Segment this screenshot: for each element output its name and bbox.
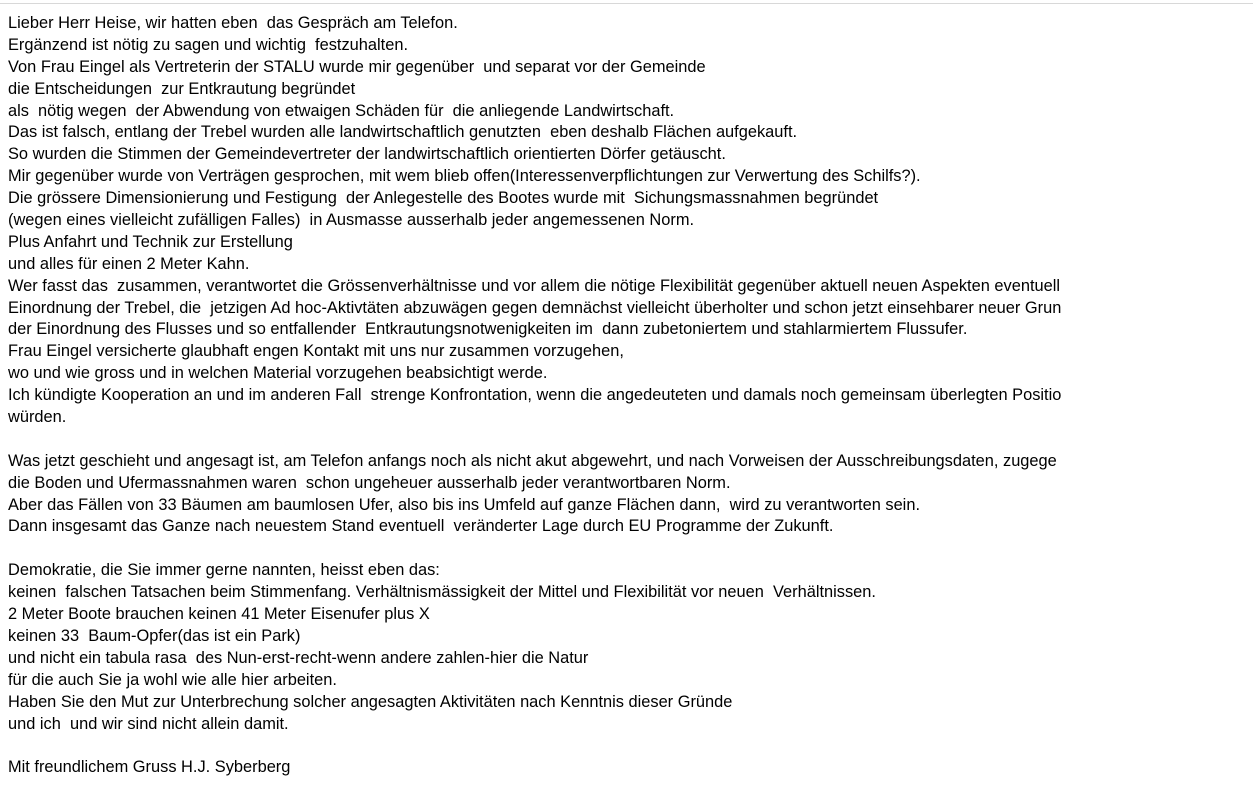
email-text-line: für die auch Sie ja wohl wie alle hier arbeiten.	[8, 670, 337, 689]
email-text-line: der Einordnung des Flusses und so entfallender Entkrautungsnotwenigkeiten im dann zubetoniertem und stahlarmiertem Flussufer.	[8, 320, 968, 339]
email-text-line: Mir gegenüber wurde von Verträgen gesprochen, mit wem blieb offen(Interessenverpflichtungen zur Verwertung des Schilfs?).	[8, 167, 921, 186]
email-text-line: Von Frau Eingel als Vertreterin der STALU wurde mir gegenüber und separat vor der Gemeinde	[8, 57, 706, 76]
email-text-line: und nicht ein tabula rasa des Nun-erst-recht-wenn andere zahlen-hier die Natur	[8, 648, 589, 667]
email-text-line: keinen falschen Tatsachen beim Stimmenfang. Verhältnismässigkeit der Mittel und Flexibilität vor neuen Verhältnissen.	[8, 583, 876, 602]
email-text-line: Aber das Fällen von 33 Bäumen am baumlosen Ufer, also bis ins Umfeld auf ganze Flächen dann, wird zu verantworten sein.	[8, 495, 920, 514]
top-divider	[0, 3, 1253, 4]
email-text-line: die Boden und Ufermassnahmen waren schon ungeheuer ausserhalb jeder verantwortbaren Norm.	[8, 473, 731, 492]
email-text-line: So wurden die Stimmen der Gemeindevertreter der landwirtschaftlich orientierten Dörfer getäuscht.	[8, 145, 726, 164]
email-body	[8, 13, 1253, 779]
email-text-line: Demokratie, die Sie immer gerne nannten, heisst eben das:	[8, 561, 440, 580]
email-text-line: Ergänzend ist nötig zu sagen und wichtig festzuhalten.	[8, 35, 409, 54]
email-text-line: würden.	[8, 408, 67, 427]
email-text-line: Wer fasst das zusammen, verantwortet die Grössenverhältnisse und vor allem die nötige Flexibilität gegenüber aktuell neuen Aspekten eventuell	[8, 276, 1061, 295]
email-text-line: Haben Sie den Mut zur Unterbrechung solcher angesagten Aktivitäten nach Kenntnis dieser Gründe	[8, 692, 733, 711]
paragraph-gap	[8, 538, 1253, 560]
email-text-line: Plus Anfahrt und Technik zur Erstellung	[8, 232, 293, 251]
email-text-line: 2 Meter Boote brauchen keinen 41 Meter Eisenufer plus X	[8, 605, 430, 624]
paragraph-gap	[8, 735, 1253, 757]
email-text-line: und ich und wir sind nicht allein damit.	[8, 714, 289, 733]
email-text-line: Das ist falsch, entlang der Trebel wurden alle landwirtschaftlich genutzten eben deshalb Flächen aufgekauft.	[8, 123, 798, 142]
email-text-line: und alles für einen 2 Meter Kahn.	[8, 254, 250, 273]
email-text-line: Was jetzt geschieht und angesagt ist, am Telefon anfangs noch als nicht akut abgewehrt, und nach Vorweisen der Ausschreibungsdaten, zugege	[8, 451, 1057, 470]
email-text-line: Mit freundlichem Gruss H.J. Syberberg	[8, 758, 291, 777]
email-text-line: Frau Eingel versicherte glaubhaft engen Kontakt mit uns nur zusammen vorzugehen,	[8, 342, 624, 361]
email-text-line: Die grössere Dimensionierung und Festigung der Anlegestelle des Bootes wurde mit Sichungsmassnahmen begründet	[8, 189, 879, 208]
email-text-line: (wegen eines vielleicht zufälligen Falles) in Ausmasse ausserhalb jeder angemessenen Norm.	[8, 211, 695, 230]
email-text-line: die Entscheidungen zur Entkrautung begründet	[8, 79, 356, 98]
email-text-line: Ich kündigte Kooperation an und im anderen Fall strenge Konfrontation, wenn die angedeuteten und damals noch gemeinsam überlegten Positio	[8, 386, 1062, 405]
email-text-line: als nötig wegen der Abwendung von etwaigen Schäden für die anliegende Landwirtschaft.	[8, 101, 675, 120]
email-text-line: Dann insgesamt das Ganze nach neuestem Stand eventuell veränderter Lage durch EU Programme der Zukunft.	[8, 517, 834, 536]
paragraph-gap	[8, 429, 1253, 451]
email-text-line: Einordnung der Trebel, die jetzigen Ad hoc-Aktivtäten abzuwägen gegen demnächst vielleicht überholter und schon jetzt einsehbarer neuer Grun	[8, 298, 1062, 317]
email-text-line: wo und wie gross und in welchen Material vorzugehen beabsichtigt werde.	[8, 364, 548, 383]
email-text-line: Lieber Herr Heise, wir hatten eben das Gespräch am Telefon.	[8, 14, 458, 32]
email-text-line: keinen 33 Baum-Opfer(das ist ein Park)	[8, 626, 301, 645]
